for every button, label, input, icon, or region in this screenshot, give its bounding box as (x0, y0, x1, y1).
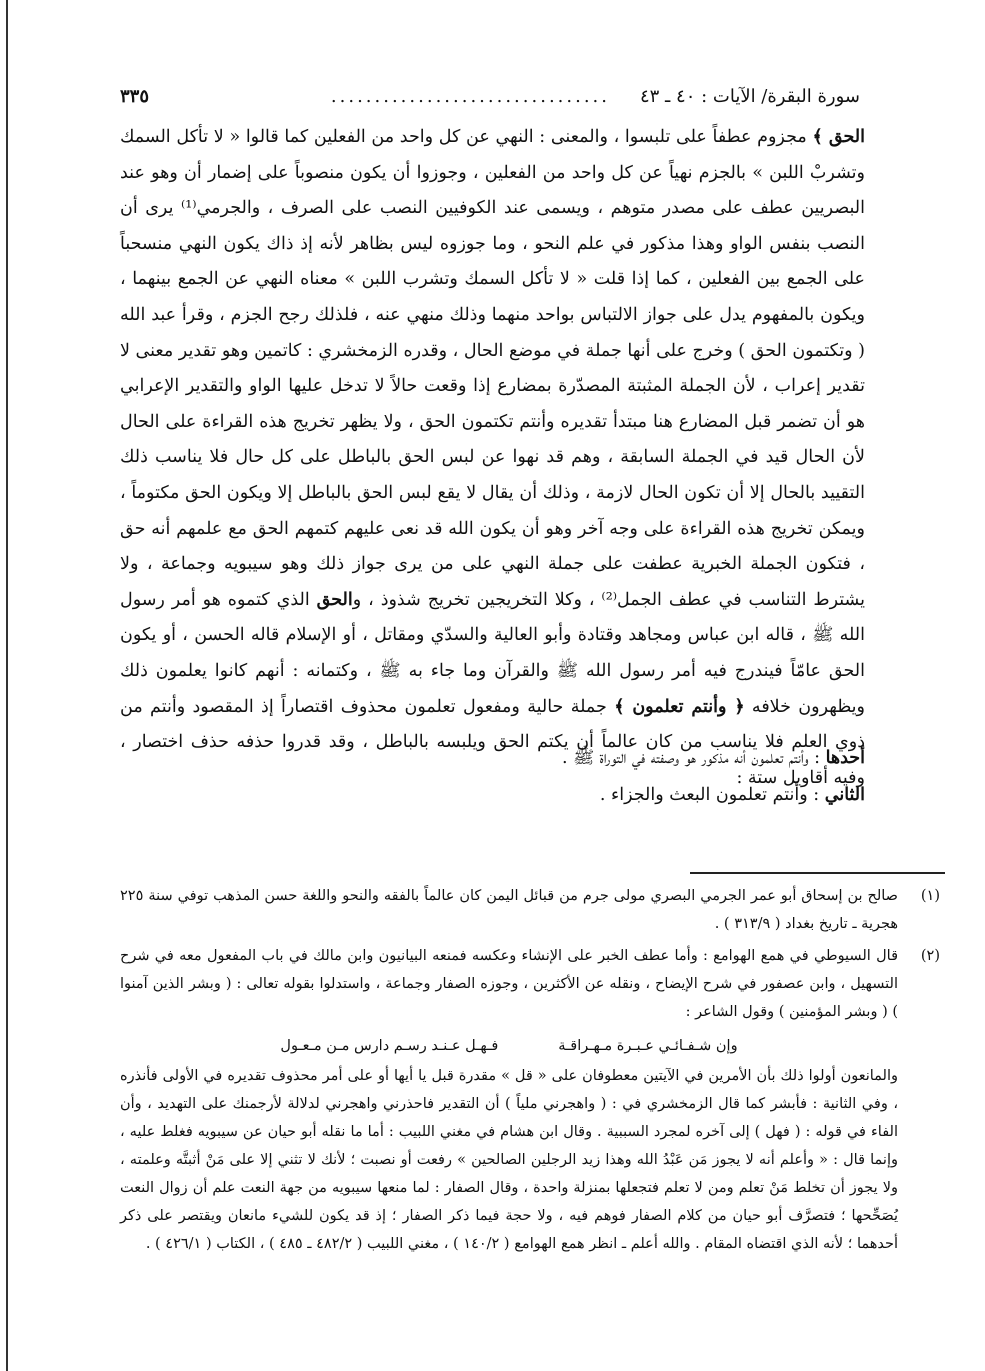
footnotes (120, 882, 940, 1258)
footnote-text: قال السيوطي في همع الهوامع : وأما عطف الخبر على الإنشاء وعكسه فمنعه البيانيون وابن مالك في باب المفعول معه في شرح التسهيل ، وابن عصفور في شرح الإيضاح ، ونقله عن الأكثرين ، وجوزه الصفار وجماعة ، واستدلوا بقوله تعالى : ( وبشر الذين آمنوا ) ( وبشر المؤمنين ) وقول الشاعر : (120, 948, 898, 1020)
term-al-haqq: الحق (316, 589, 353, 610)
scan-edge-line (6, 0, 8, 1371)
footnote-body (120, 942, 898, 1258)
footnote-separator (690, 872, 945, 874)
opinion-label: أحدها (825, 748, 865, 768)
opinion-text: : وأنتم تعلمون البعث والجزاء . (599, 785, 825, 805)
paragraph-part-1: مجزوم عطفاً على تلبسوا ، والمعنى : النهي عن كل واحد من الفعلين كما قالوا « لا تأكل السمك وتشربْ اللبن » بالجزم نهياً عن كل واحد من الفعلين ، وجوزوا أن يكون منصوباً على إضمار أن وهو عند البصريين عطف على مصدر متوهم ، ويسمى عند الكوفيين النصب على الصرف ، والجرمي⁽¹⁾ يرى أن النصب بنفس الواو وهذا مذكور في علم النحو ، وما جوزوه ليس بظاهر لأنه إذ ذاك يكون النهي منسحباً على الجمع بين الفعلين ، كما إذا قلت « لا تأكل السمك وتشرب اللبن » معناه النهي عن الجمع بينهما ، ويكون بالمفهوم يدل على جواز الالتباس بواحد منهما وذلك منهي عنه ، فلذلك رجح الجزم ، وقرأ عبد الله ( وتكتمون الحق ) وخرج على أنها جملة في موضع الحال ، وقدره الزمخشري : كاتمين وهو تقدير معنى لا تقدير إعراب ، لأن الجملة المثبتة المصدّرة بمضارع إذا وقعت حالاً لا تدخل عليها الواو والتقدير الإعرابي هو أن تضمر قبل المضارع هنا مبتدأ تقديره وأنتم تكتمون الحق ، ولا يظهر تخريج هذه القراءة على الحال لأن الحال قيد في الجملة السابقة ، وهم قد نهوا عن لبس الحق بالباطل على كل حال فلا يناسب ذلك التقييد بالحال إلا أن تكون الحال لازمة ، وذلك أن يقال لا يقع لبس الحق بالباطل إلا ويكون الحق مكتوماً ، ويمكن تخريج هذه القراءة على وجه آخر وهو أن يكون الله قد نعى عليهم كتمهم الحق مع علمهم أنه حق ، فتكون الجملة الخبرية عطفت على جملة النهي على من يرى جواز ذلك وهو سيبويه وجماعة ، ولا يشترط التناسب في عطف الجمل⁽²⁾ ، وكلا التخريجين تخريج شذوذ ، و (120, 127, 865, 610)
opinion-item (120, 740, 865, 777)
running-header (120, 80, 860, 114)
term-wa-antum-talamun: ﴿ وأنتم تعلمون ﴾ (614, 696, 745, 717)
verse-hemistich-2: فـهـل عـنـد رسـم دارس مـن مـعـول (280, 1038, 499, 1054)
footnote-text: صالح بن إسحاق أبو عمر الجرمي البصري مولى جرم من قبائل اليمن كان عالماً بالفقه والنحو واللغة حسن المذهب توفي سنة ٢٢٥ هجرية ـ تاريخ بغداد ( ٣١٣/٩ ) . (120, 888, 898, 932)
footnote-continuation: والمانعون أولوا ذلك بأن الأمرين في الآيتين معطوفان على « قل » مقدرة قبل يا أيها أو على أمر محذوف تقديره في الأولى فأنذره ، وفي الثانية : فأبشر كما قال الزمخشري في : ( واهجرني ملياً ) أن التقدير فاحذرني واهجرني لدلالة لأرجمنك على التهديد ، وأن الفاء في قوله : ( فهل ) إلى آخره لمجرد السببية . وقال ابن هشام في مغني اللبيب : أما ما نقله أبو حيان عن سيبويه فغلط عليه ، وإنما قال : « وأعلم أنه لا يجوز مَن عَبْدُ الله وهذا زيد الرجلين الصالحين » رفعت أو نصبت ؛ لأنك لا تثني إلا على مَنْ أثبتَّه وعلمته ، ولا يجوز أن تخلط مَنْ تعلم ومن لا تعلم فتجعلها بمنزلة واحدة ، وقال الصفار : لما منعها سيبويه من جهة النعت علم أن زوال النعت يُصَحِّحها ؛ فتصرَّف أبو حيان من كلام الصفار فوهم فيه ، ولا حجة فيما ذكر الصفار ؛ إذ قد يكون للشيء مانعان ويقتصر على ذكر أحدهما ؛ لأنه الذي اقتضاه المقام . والله أعلم ـ انظر همع الهوامع ( ١٤٠/٢ ) ، مغني اللبيب ( ٤٨٢/٢ ـ ٤٨٥ ) ، الكتاب ( ٤٢٦/١ ) . (120, 1068, 898, 1252)
opinion-item (120, 777, 865, 814)
poetry-verse (120, 1032, 898, 1060)
opinion-text: : وأنتم تعلمون أنه مذكور هو وصفته في التوراة ﷺ . (561, 748, 826, 768)
verse-hemistich-1: وإن شـفـائـي عـبـرة مـهـراقـة (558, 1038, 738, 1054)
main-paragraph (120, 120, 865, 796)
paragraph-part-3: جملة حالية ومفعول تعلمون محذوف اقتصاراً إذ المقصود وأنتم من ذوي العلم فلا يناسب من كان عالماً أن يكتم الحق ويلبسه بالباطل ، وقد قدروا حذفه حذف اختصار ، وفيه أقاويل ستة : (120, 696, 865, 788)
footnote-2 (120, 942, 940, 1258)
footnote-1 (120, 882, 940, 938)
footnote-number: (٢) (920, 948, 940, 964)
header-title: سورة البقرة/ الآيات : ٤٠ ـ ٤٣ (639, 86, 860, 107)
page-number: ٣٣٥ (120, 86, 150, 107)
lead-term: الحق ﴾ (812, 127, 865, 147)
opinion-label: الثاني (824, 785, 865, 805)
footnote-number: (١) (920, 888, 940, 904)
opinions-list (120, 740, 865, 814)
paragraph-part-2: الذي كتموه هو أمر رسول الله ﷺ ، قاله ابن عباس ومجاهد وقتادة وأبو العالية والسدّي ومقاتل ، أو الإسلام قاله الحسن ، أو يكون الحق عامّاً فيندرج فيه أمر رسول الله ﷺ والقرآن وما جاء به ﷺ ، وكتمانه : أنهم كانوا يعلمون ذلك ويظهرون خلافه (120, 589, 865, 717)
main-text (120, 120, 865, 796)
header-dot-leader: ................................ (330, 86, 610, 107)
